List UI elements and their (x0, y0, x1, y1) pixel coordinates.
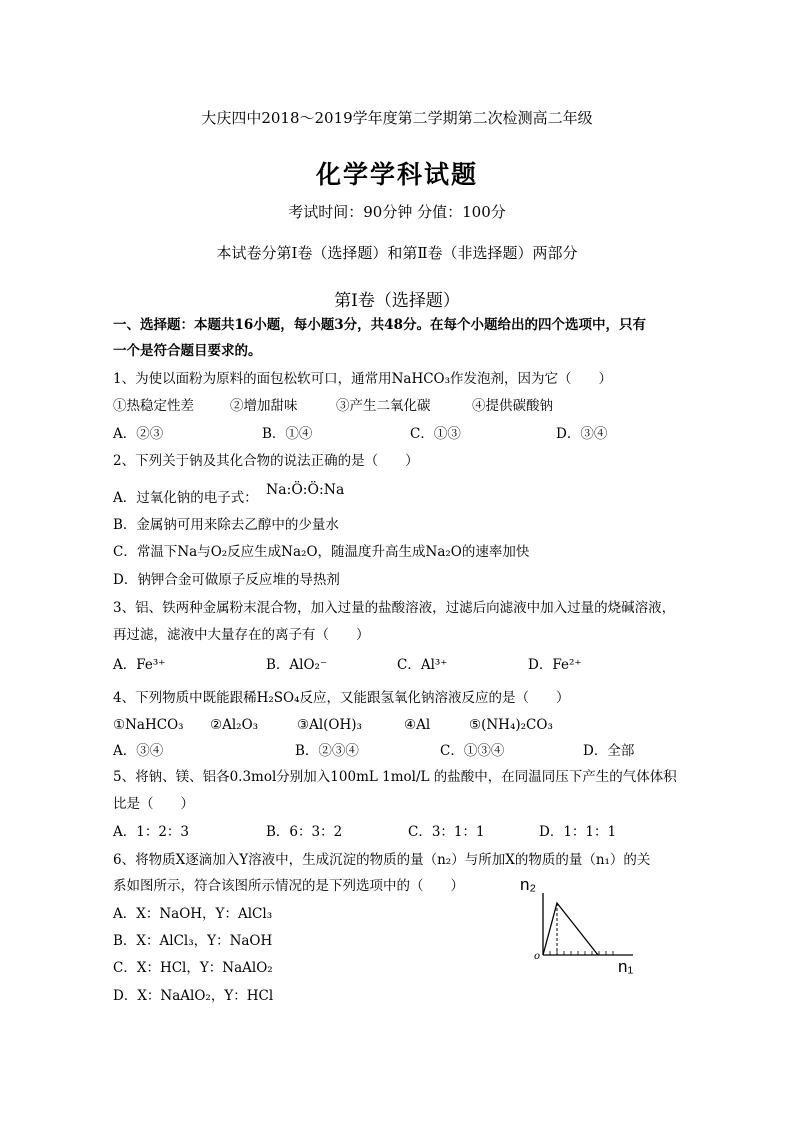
volume-title: 第Ⅰ卷（选择题） (334, 291, 460, 311)
q2-option-a-text: A．过氧化钠的电子式： (113, 490, 258, 506)
q4-option-c[interactable]: C．①③④ (440, 743, 505, 759)
q4-item-4: ④Al (404, 717, 431, 733)
y-axis-label: n₂ (520, 875, 537, 894)
question-6-stem-line1: 6、将物质X逐滴加入Y溶液中，生成沉淀的物质的量（n₂）与所加X的物质的量（n₁）的关 (113, 852, 651, 868)
q6-option-b[interactable]: B．X：AlCl₃，Y：NaOH (113, 933, 273, 949)
q1-option-a[interactable]: A．②③ (113, 426, 164, 442)
q1-item-1: ①热稳定性差 (113, 398, 194, 414)
q5-option-a[interactable]: A．1：2：3 (113, 824, 190, 840)
q1-option-d[interactable]: D．③④ (556, 426, 608, 442)
q2-option-a[interactable] (113, 489, 258, 507)
question-1-stem: 1、为使以面粉为原料的面包松软可口，通常用NaHCO₃作发泡剂，因为它（ ） (113, 371, 613, 387)
q4-option-d[interactable]: D．全部 (583, 743, 635, 759)
q2-option-d[interactable]: D．钠钾合金可做原子反应堆的导热剂 (113, 572, 340, 588)
question-3-stem-line1: 3、铝、铁两种金属粉末混合物，加入过量的盐酸溶液，过滤后向滤液中加入过量的烧碱溶液， (113, 600, 676, 616)
q4-option-a[interactable]: A．③④ (113, 743, 164, 759)
q4-item-5: ⑤(NH₄)₂CO₃ (469, 717, 553, 733)
q2-option-c[interactable]: C．常温下Na与O₂反应生成Na₂O，随温度升高生成Na₂O的速率加快 (113, 544, 530, 560)
electron-formula: Na:Ö:Ö:Na (266, 482, 345, 498)
q1-item-3: ③产生二氧化碳 (336, 398, 431, 414)
q3-option-c[interactable]: C．Al³⁺ (397, 657, 448, 673)
q4-item-3: ③Al(OH)₃ (297, 717, 362, 733)
q4-item-1: ①NaHCO₃ (113, 717, 184, 733)
section-heading-line1: 一、选择题：本题共16小题，每小题3分，共48分。在每个小题给出的四个选项中，只有 (113, 317, 646, 333)
structure-note: 本试卷分第Ⅰ卷（选择题）和第Ⅱ卷（非选择题）两部分 (216, 244, 578, 262)
q6-option-c[interactable]: C．X：HCl，Y：NaAlO₂ (113, 960, 273, 976)
x-axis-label: n₁ (618, 957, 634, 976)
question-5-stem-line1: 5、将钠、镁、铝各0.3mol分别加入100mL 1mol/L 的盐酸中，在同温同压下产生的气体体积 (113, 769, 677, 785)
q1-item-4: ④提供碳酸钠 (472, 398, 553, 414)
q2-option-b[interactable]: B．金属钠可用来除去乙醇中的少量水 (113, 517, 339, 533)
q5-option-b[interactable]: B．6：3：2 (266, 824, 343, 840)
question-2-stem: 2、下列关于钠及其化合物的说法正确的是（ ） (113, 453, 419, 469)
exam-info: 考试时间：90分钟 分值：100分 (288, 203, 506, 221)
q6-option-a[interactable]: A．X：NaOH，Y：AlCl₃ (113, 906, 273, 922)
q5-option-d[interactable]: D．1：1：1 (539, 824, 617, 840)
question-5-stem-line2: 比是（ ） (113, 796, 194, 812)
q3-option-b[interactable]: B．AlO₂⁻ (266, 657, 328, 673)
q6-option-d[interactable]: D．X：NaAlO₂，Y：HCl (113, 988, 274, 1004)
section-heading-line2: 一个是符合题目要求的。 (113, 343, 262, 359)
q1-option-c[interactable]: C．①③ (410, 426, 461, 442)
question-4-stem: 4、下列物质中既能跟稀H₂SO₄反应，又能跟氢氧化钠溶液反应的是（ ） (113, 690, 570, 706)
question-3-stem-line2: 再过滤，滤液中大量存在的离子有（ ） (113, 627, 370, 643)
q1-item-2: ②增加甜味 (230, 398, 298, 414)
school-line: 大庆四中2018～2019学年度第二学期第二次检测高二年级 (201, 109, 593, 127)
question-6-stem-line2: 系如图所示，符合该图所示情况的是下列选项中的（ ） (113, 878, 464, 894)
origin-label: o (534, 951, 541, 962)
page-title: 化学学科试题 (315, 160, 478, 189)
precipitate-graph (518, 875, 643, 980)
q3-option-a[interactable]: A．Fe³⁺ (113, 657, 166, 673)
q1-option-b[interactable]: B．①④ (262, 426, 313, 442)
q5-option-c[interactable]: C．3：1：1 (408, 824, 485, 840)
q4-item-2: ②Al₂O₃ (210, 717, 259, 733)
precipitate-curve (543, 903, 598, 955)
q4-option-b[interactable]: B．②③④ (295, 743, 359, 759)
q3-option-d[interactable]: D．Fe²⁺ (528, 657, 582, 673)
